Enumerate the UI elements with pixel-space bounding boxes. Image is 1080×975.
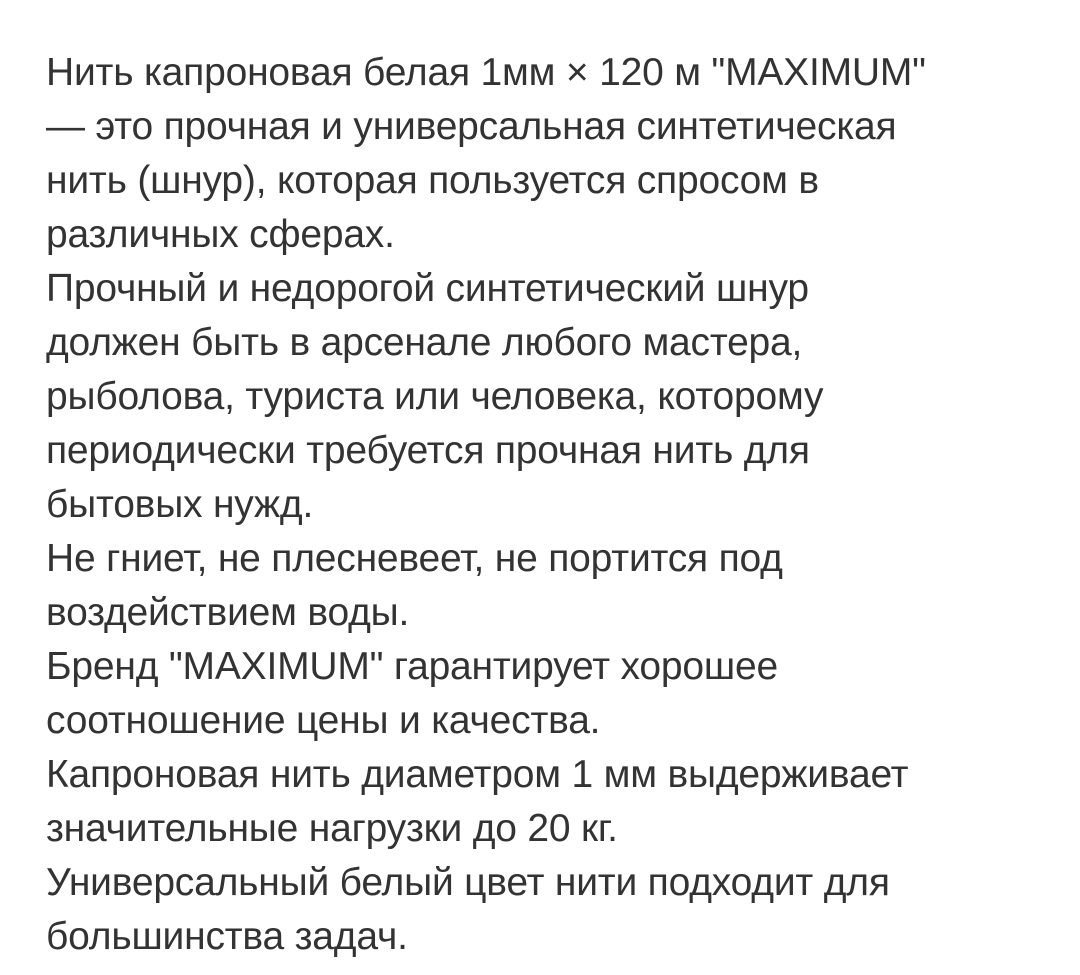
description-paragraph <box>46 856 1036 964</box>
description-paragraph <box>46 640 1036 748</box>
description-line: Капроновая нить диаметром 1 мм выдерживает <box>46 753 909 796</box>
description-line: большинства задач. <box>46 915 408 958</box>
description-line: нить (шнур), которая пользуется спросом в <box>46 159 819 202</box>
description-line: значительные нагрузки до 20 кг. <box>46 807 618 850</box>
description-line: соотношение цены и качества. <box>46 699 601 742</box>
description-paragraph <box>46 532 1036 640</box>
description-line: воздействием воды. <box>46 591 410 634</box>
description-line: Универсальный белый цвет нити подходит для <box>46 861 890 904</box>
description-line: — это прочная и универсальная синтетическая <box>46 105 897 148</box>
description-line: бытовых нужд. <box>46 483 314 526</box>
description-line: различных сферах. <box>46 213 395 256</box>
description-paragraph <box>46 262 1036 532</box>
description-line: должен быть в арсенале любого мастера, <box>46 321 803 364</box>
description-line: периодически требуется прочная нить для <box>46 429 810 472</box>
description-line: рыболова, туриста или человека, которому <box>46 375 824 418</box>
description-paragraph <box>46 748 1036 856</box>
description-line: Прочный и недорогой синтетический шнур <box>46 267 809 310</box>
description-paragraph <box>46 46 1036 262</box>
product-description <box>46 46 1036 964</box>
description-line: Не гниет, не плесневеет, не портится под <box>46 537 783 580</box>
description-line: Бренд "MAXIMUM" гарантирует хорошее <box>46 645 778 688</box>
description-line: Нить капроновая белая 1мм × 120 м "MAXIMUM" <box>46 51 926 94</box>
